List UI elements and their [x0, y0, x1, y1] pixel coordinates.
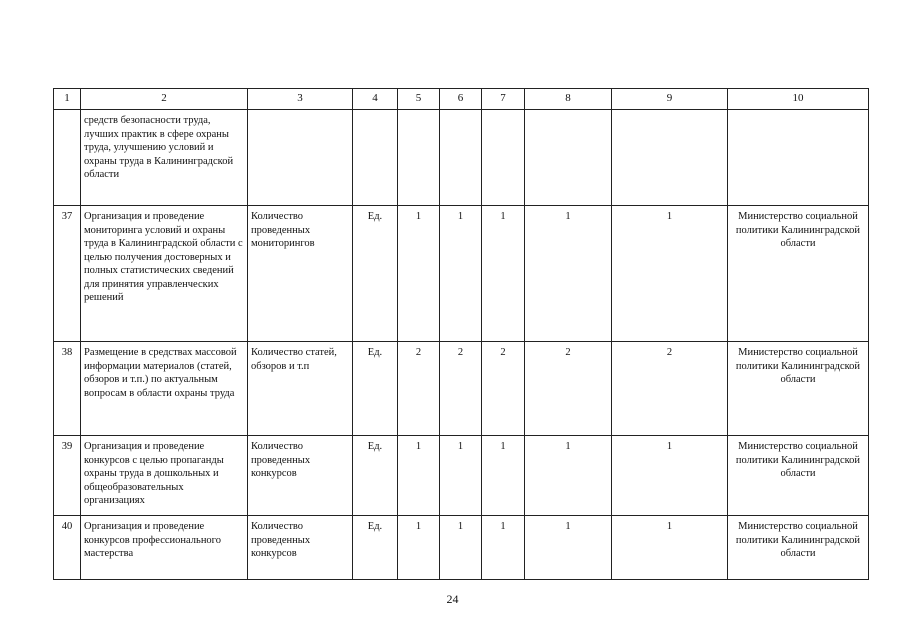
value-cell-5: 2 — [398, 342, 440, 436]
indicator-cell — [248, 110, 353, 206]
activity-cell: средств безопасности труда, лучших практик в сфере охраны труда, улучшению условий и охраны труда в Калининградской области — [81, 110, 248, 206]
activity-cell: Организация и проведение конкурсов профессионального мастерства — [81, 516, 248, 580]
indicator-cell: Количество проведенных мониторингов — [248, 206, 353, 342]
row-number: 40 — [54, 516, 81, 580]
measures-table — [53, 88, 869, 580]
value-cell-5: 1 — [398, 206, 440, 342]
row-number: 39 — [54, 436, 81, 516]
unit-cell: Ед. — [353, 342, 398, 436]
value-cell-9: 1 — [612, 516, 728, 580]
table-row — [54, 206, 869, 342]
value-cell-8: 1 — [525, 436, 612, 516]
value-cell-7: 2 — [482, 342, 525, 436]
executor-cell — [728, 110, 869, 206]
value-cell-5 — [398, 110, 440, 206]
value-cell-6: 1 — [440, 206, 482, 342]
indicator-cell: Количество проведенных конкурсов — [248, 516, 353, 580]
executor-cell: Министерство социальной политики Калининградской области — [728, 342, 869, 436]
row-number: 37 — [54, 206, 81, 342]
unit-cell: Ед. — [353, 516, 398, 580]
value-cell-9: 1 — [612, 206, 728, 342]
executor-cell: Министерство социальной политики Калининградской области — [728, 436, 869, 516]
header-cell-2: 2 — [81, 89, 248, 110]
unit-cell: Ед. — [353, 436, 398, 516]
value-cell-8: 1 — [525, 206, 612, 342]
row-number: 38 — [54, 342, 81, 436]
executor-cell: Министерство социальной политики Калининградской области — [728, 206, 869, 342]
value-cell-5: 1 — [398, 436, 440, 516]
indicator-cell: Количество проведенных конкурсов — [248, 436, 353, 516]
value-cell-5: 1 — [398, 516, 440, 580]
value-cell-6: 2 — [440, 342, 482, 436]
header-cell-1: 1 — [54, 89, 81, 110]
value-cell-9: 2 — [612, 342, 728, 436]
header-row — [54, 89, 869, 110]
value-cell-7: 1 — [482, 206, 525, 342]
value-cell-8: 1 — [525, 516, 612, 580]
activity-cell: Организация и проведение мониторинга условий и охраны труда в Калининградской области с целью получения достоверных и полных статистических сведений для принятия управленческих решений — [81, 206, 248, 342]
page-number: 24 — [446, 592, 459, 606]
table-row — [54, 516, 869, 580]
header-cell-6: 6 — [440, 89, 482, 110]
indicator-cell: Количество статей, обзоров и т.п — [248, 342, 353, 436]
header-cell-4: 4 — [353, 89, 398, 110]
value-cell-6: 1 — [440, 436, 482, 516]
header-cell-7: 7 — [482, 89, 525, 110]
table-row — [54, 110, 869, 206]
header-cell-9: 9 — [612, 89, 728, 110]
header-cell-5: 5 — [398, 89, 440, 110]
activity-cell: Организация и проведение конкурсов с целью пропаганды охраны труда в дошкольных и общеобразовательных организациях — [81, 436, 248, 516]
table-row — [54, 436, 869, 516]
value-cell-7 — [482, 110, 525, 206]
executor-cell: Министерство социальной политики Калининградской области — [728, 516, 869, 580]
unit-cell: Ед. — [353, 206, 398, 342]
value-cell-8: 2 — [525, 342, 612, 436]
value-cell-6: 1 — [440, 516, 482, 580]
value-cell-9 — [612, 110, 728, 206]
header-cell-3: 3 — [248, 89, 353, 110]
value-cell-6 — [440, 110, 482, 206]
table-row — [54, 342, 869, 436]
value-cell-8 — [525, 110, 612, 206]
value-cell-7: 1 — [482, 516, 525, 580]
header-cell-8: 8 — [525, 89, 612, 110]
row-number — [54, 110, 81, 206]
unit-cell — [353, 110, 398, 206]
value-cell-7: 1 — [482, 436, 525, 516]
activity-cell: Размещение в средствах массовой информации материалов (статей, обзоров и т.п.) по актуальным вопросам в области охраны труда — [81, 342, 248, 436]
value-cell-9: 1 — [612, 436, 728, 516]
header-cell-10: 10 — [728, 89, 869, 110]
